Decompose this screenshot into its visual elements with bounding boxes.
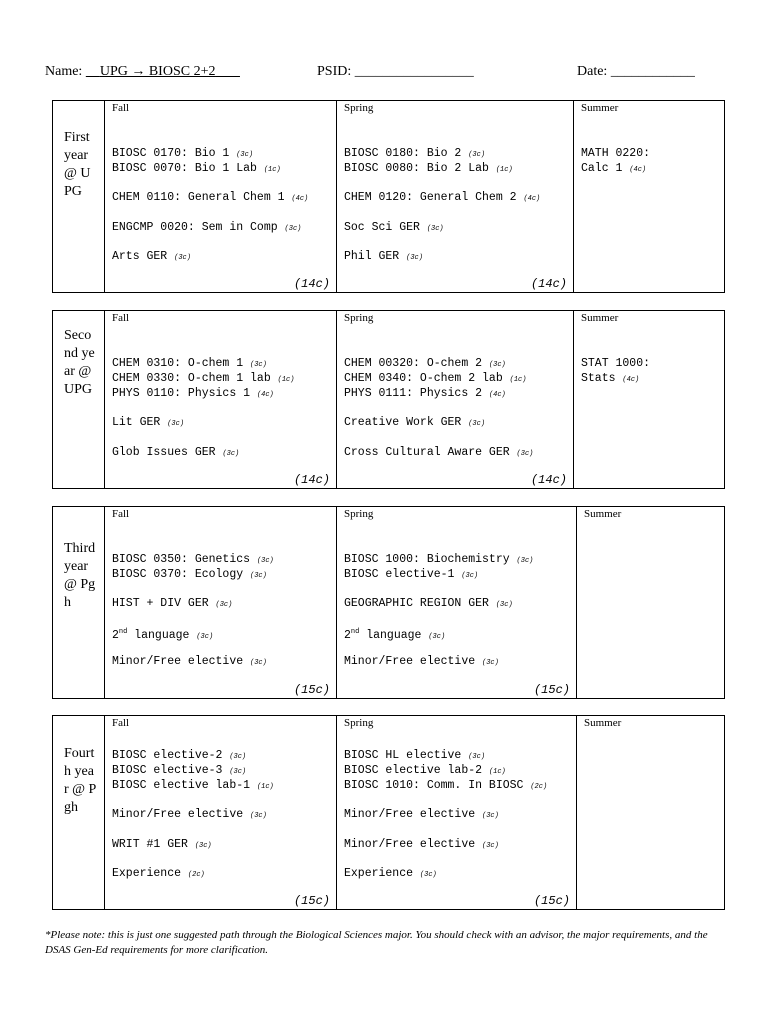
course-entry bbox=[112, 625, 213, 645]
credit-count: (4c) bbox=[256, 391, 274, 399]
credit-count: (3c) bbox=[516, 557, 534, 565]
fall-column bbox=[105, 311, 337, 488]
course-name: BIOSC 0370: Ecology bbox=[112, 568, 244, 581]
course-entry bbox=[581, 371, 639, 388]
course-name: CHEM 0310: O-chem 1 bbox=[112, 357, 244, 370]
course-entry bbox=[344, 807, 499, 824]
course-entry bbox=[112, 837, 212, 854]
course-name: BIOSC 0070: Bio 1 Lab bbox=[112, 162, 257, 175]
course-entry bbox=[344, 220, 444, 237]
course-name: Minor/Free elective bbox=[344, 838, 476, 851]
course-entry bbox=[112, 654, 267, 671]
course-name: BIOSC 1010: Comm. In BIOSC bbox=[344, 779, 524, 792]
credit-count: (3c) bbox=[250, 572, 267, 580]
course-name: Stats bbox=[581, 372, 616, 385]
name-value: UPG → BIOSC 2+2 bbox=[99, 64, 216, 79]
course-name: BIOSC 0180: Bio 2 bbox=[344, 147, 462, 160]
credit-count: (1c) bbox=[488, 768, 506, 776]
year-label: Third year @ Pgh bbox=[64, 541, 96, 610]
course-name: Calc 1 bbox=[581, 162, 623, 175]
credit-count: (1c) bbox=[256, 783, 274, 791]
course-entry bbox=[112, 807, 267, 824]
course-entry bbox=[112, 567, 267, 584]
course-name: Glob Issues GER bbox=[112, 446, 216, 459]
credit-count: (3c) bbox=[222, 450, 240, 458]
course-name: GEOGRAPHIC REGION GER bbox=[344, 597, 489, 610]
course-name: BIOSC elective-1 bbox=[344, 568, 455, 581]
summer-heading: Summer bbox=[581, 102, 619, 114]
spring-heading: Spring bbox=[344, 102, 374, 114]
credit-count: (4c) bbox=[488, 391, 506, 399]
course-name: Minor/Free elective bbox=[344, 808, 476, 821]
course-entry bbox=[344, 654, 499, 671]
course-entry bbox=[112, 190, 308, 207]
year-block-4 bbox=[52, 715, 725, 910]
course-name: Phil GER bbox=[344, 250, 400, 263]
course-name: BIOSC elective lab-1 bbox=[112, 779, 251, 792]
summer-heading: Summer bbox=[584, 717, 622, 729]
page-header bbox=[45, 64, 725, 84]
credit-count: (3c) bbox=[495, 601, 513, 609]
course-name: Experience bbox=[344, 867, 414, 880]
course-entry bbox=[581, 356, 650, 371]
fall-total-credits: (14c) bbox=[293, 473, 330, 487]
course-name: BIOSC 0080: Bio 2 Lab bbox=[344, 162, 489, 175]
course-name: BIOSC 0170: Bio 1 bbox=[112, 147, 230, 160]
course-entry bbox=[112, 249, 191, 266]
course-entry bbox=[344, 596, 513, 613]
course-entry bbox=[112, 596, 232, 613]
course-name: Minor/Free elective bbox=[112, 655, 244, 668]
credit-count: (4c) bbox=[622, 376, 640, 384]
summer-column bbox=[574, 101, 724, 292]
credit-count: (4c) bbox=[629, 166, 647, 174]
credit-count: (3c) bbox=[468, 420, 486, 428]
course-name: MATH 0220: bbox=[581, 147, 651, 160]
spring-column bbox=[337, 311, 574, 488]
credit-count: (1c) bbox=[277, 376, 295, 384]
credit-count: (3c) bbox=[194, 842, 212, 850]
course-entry bbox=[112, 386, 274, 403]
course-name: STAT 1000: bbox=[581, 357, 651, 370]
credit-count: (4c) bbox=[523, 195, 541, 203]
spring-heading: Spring bbox=[344, 312, 374, 324]
course-name: HIST + DIV GER bbox=[112, 597, 209, 610]
spring-total-credits: (15c) bbox=[533, 894, 570, 908]
fall-column bbox=[105, 507, 337, 698]
summer-heading: Summer bbox=[581, 312, 619, 324]
fall-heading: Fall bbox=[112, 717, 130, 729]
credit-count: (3c) bbox=[482, 812, 499, 820]
fall-total-credits: (15c) bbox=[293, 894, 330, 908]
credit-count: (3c) bbox=[167, 420, 185, 428]
course-entry bbox=[112, 866, 205, 883]
course-entry bbox=[344, 837, 499, 854]
credit-count: (3c) bbox=[468, 151, 486, 159]
course-entry bbox=[112, 415, 184, 432]
name-label: Name: bbox=[45, 64, 83, 79]
course-entry bbox=[344, 386, 506, 403]
credit-count: (1c) bbox=[263, 166, 281, 174]
year-label-cell bbox=[53, 716, 105, 909]
fall-heading: Fall bbox=[112, 508, 130, 520]
credit-count: (3c) bbox=[215, 601, 233, 609]
credit-count: (2c) bbox=[530, 783, 548, 791]
course-entry bbox=[112, 445, 239, 462]
year-block-1 bbox=[52, 100, 725, 293]
course-name: BIOSC elective-3 bbox=[112, 764, 223, 777]
year-label: Second year @ UPG bbox=[64, 328, 95, 397]
credit-count: (4c) bbox=[291, 195, 309, 203]
credit-count: (3c) bbox=[229, 768, 247, 776]
course-name: 2nd language bbox=[112, 628, 190, 642]
fall-heading: Fall bbox=[112, 102, 130, 114]
course-name: CHEM 00320: O-chem 2 bbox=[344, 357, 483, 370]
course-name: Experience bbox=[112, 867, 182, 880]
course-name: Minor/Free elective bbox=[344, 655, 476, 668]
course-name: Arts GER bbox=[112, 250, 168, 263]
course-name: 2nd language bbox=[344, 628, 422, 642]
credit-count: (3c) bbox=[461, 572, 479, 580]
fall-column bbox=[105, 101, 337, 292]
credit-count: (3c) bbox=[428, 632, 446, 641]
credit-count: (1c) bbox=[509, 376, 527, 384]
credit-count: (3c) bbox=[284, 225, 302, 233]
course-name: CHEM 0340: O-chem 2 lab bbox=[344, 372, 503, 385]
course-name: ENGCMP 0020: Sem in Comp bbox=[112, 221, 278, 234]
course-entry bbox=[344, 190, 540, 207]
fall-heading: Fall bbox=[112, 312, 130, 324]
spring-total-credits: (14c) bbox=[530, 473, 567, 487]
year-label-cell bbox=[53, 311, 105, 488]
fall-total-credits: (14c) bbox=[293, 277, 330, 291]
course-entry bbox=[344, 161, 513, 178]
year-label-cell bbox=[53, 101, 105, 292]
course-entry bbox=[344, 445, 533, 462]
spring-column bbox=[337, 507, 577, 698]
credit-count: (3c) bbox=[256, 557, 274, 565]
credit-count: (3c) bbox=[419, 871, 437, 879]
course-entry bbox=[344, 866, 437, 883]
credit-count: (2c) bbox=[187, 871, 205, 879]
course-entry bbox=[344, 778, 547, 795]
psid-field: PSID: _________________ bbox=[317, 64, 474, 79]
course-name: PHYS 0111: Physics 2 bbox=[344, 387, 483, 400]
course-entry bbox=[344, 625, 445, 645]
date-field: Date: ____________ bbox=[577, 64, 695, 79]
credit-count: (3c) bbox=[236, 151, 254, 159]
credit-count: (3c) bbox=[468, 753, 486, 761]
course-name: BIOSC HL elective bbox=[344, 749, 462, 762]
spring-column bbox=[337, 716, 577, 909]
credit-count: (3c) bbox=[196, 632, 214, 641]
spring-column bbox=[337, 101, 574, 292]
fall-column bbox=[105, 716, 337, 909]
year-label-cell bbox=[53, 507, 105, 698]
summer-column bbox=[574, 311, 724, 488]
credit-count: (3c) bbox=[516, 450, 534, 458]
year-label: Fourth year @ Pgh bbox=[64, 746, 97, 815]
year-block-2 bbox=[52, 310, 725, 489]
spring-heading: Spring bbox=[344, 508, 374, 520]
spring-total-credits: (14c) bbox=[530, 277, 567, 291]
course-entry bbox=[112, 161, 281, 178]
credit-count: (3c) bbox=[406, 254, 423, 262]
name-field bbox=[45, 64, 240, 80]
credit-count: (3c) bbox=[482, 659, 499, 667]
year-block-3 bbox=[52, 506, 725, 699]
course-entry bbox=[581, 146, 650, 161]
summer-heading: Summer bbox=[584, 508, 622, 520]
course-entry bbox=[344, 415, 485, 432]
course-name: BIOSC 0350: Genetics bbox=[112, 553, 251, 566]
course-name: CHEM 0330: O-chem 1 lab bbox=[112, 372, 271, 385]
year-label: First year @ UPG bbox=[64, 130, 91, 199]
course-name: Soc Sci GER bbox=[344, 221, 420, 234]
course-name: BIOSC 1000: Biochemistry bbox=[344, 553, 510, 566]
course-name: Minor/Free elective bbox=[112, 808, 244, 821]
credit-count: (3c) bbox=[250, 659, 267, 667]
summer-column bbox=[577, 716, 724, 909]
credit-count: (3c) bbox=[174, 254, 191, 262]
course-name: CHEM 0120: General Chem 2 bbox=[344, 191, 517, 204]
course-entry bbox=[344, 249, 423, 266]
credit-count: (3c) bbox=[250, 361, 267, 369]
course-entry bbox=[112, 778, 274, 795]
course-name: WRIT #1 GER bbox=[112, 838, 188, 851]
summer-column bbox=[577, 507, 724, 698]
credit-count: (3c) bbox=[250, 812, 267, 820]
credit-count: (3c) bbox=[488, 361, 506, 369]
course-name: Lit GER bbox=[112, 416, 161, 429]
spring-heading: Spring bbox=[344, 717, 374, 729]
credit-count: (1c) bbox=[495, 166, 513, 174]
course-name: CHEM 0110: General Chem 1 bbox=[112, 191, 285, 204]
course-name: PHYS 0110: Physics 1 bbox=[112, 387, 251, 400]
course-name: BIOSC elective-2 bbox=[112, 749, 223, 762]
credit-count: (3c) bbox=[426, 225, 444, 233]
course-name: Cross Cultural Aware GER bbox=[344, 446, 510, 459]
spring-total-credits: (15c) bbox=[533, 683, 570, 697]
course-entry bbox=[344, 567, 478, 584]
course-entry bbox=[112, 220, 301, 237]
course-entry bbox=[581, 161, 646, 178]
course-name: Creative Work GER bbox=[344, 416, 462, 429]
fall-total-credits: (15c) bbox=[293, 683, 330, 697]
course-name: BIOSC elective lab-2 bbox=[344, 764, 483, 777]
credit-count: (3c) bbox=[229, 753, 247, 761]
credit-count: (3c) bbox=[482, 842, 499, 850]
footnote: *Please note: this is just one suggested path through the Biological Sciences major. You should check with an advisor, the major requirements, and the DSAS Gen-Ed requirements for more clarification. bbox=[45, 929, 708, 956]
